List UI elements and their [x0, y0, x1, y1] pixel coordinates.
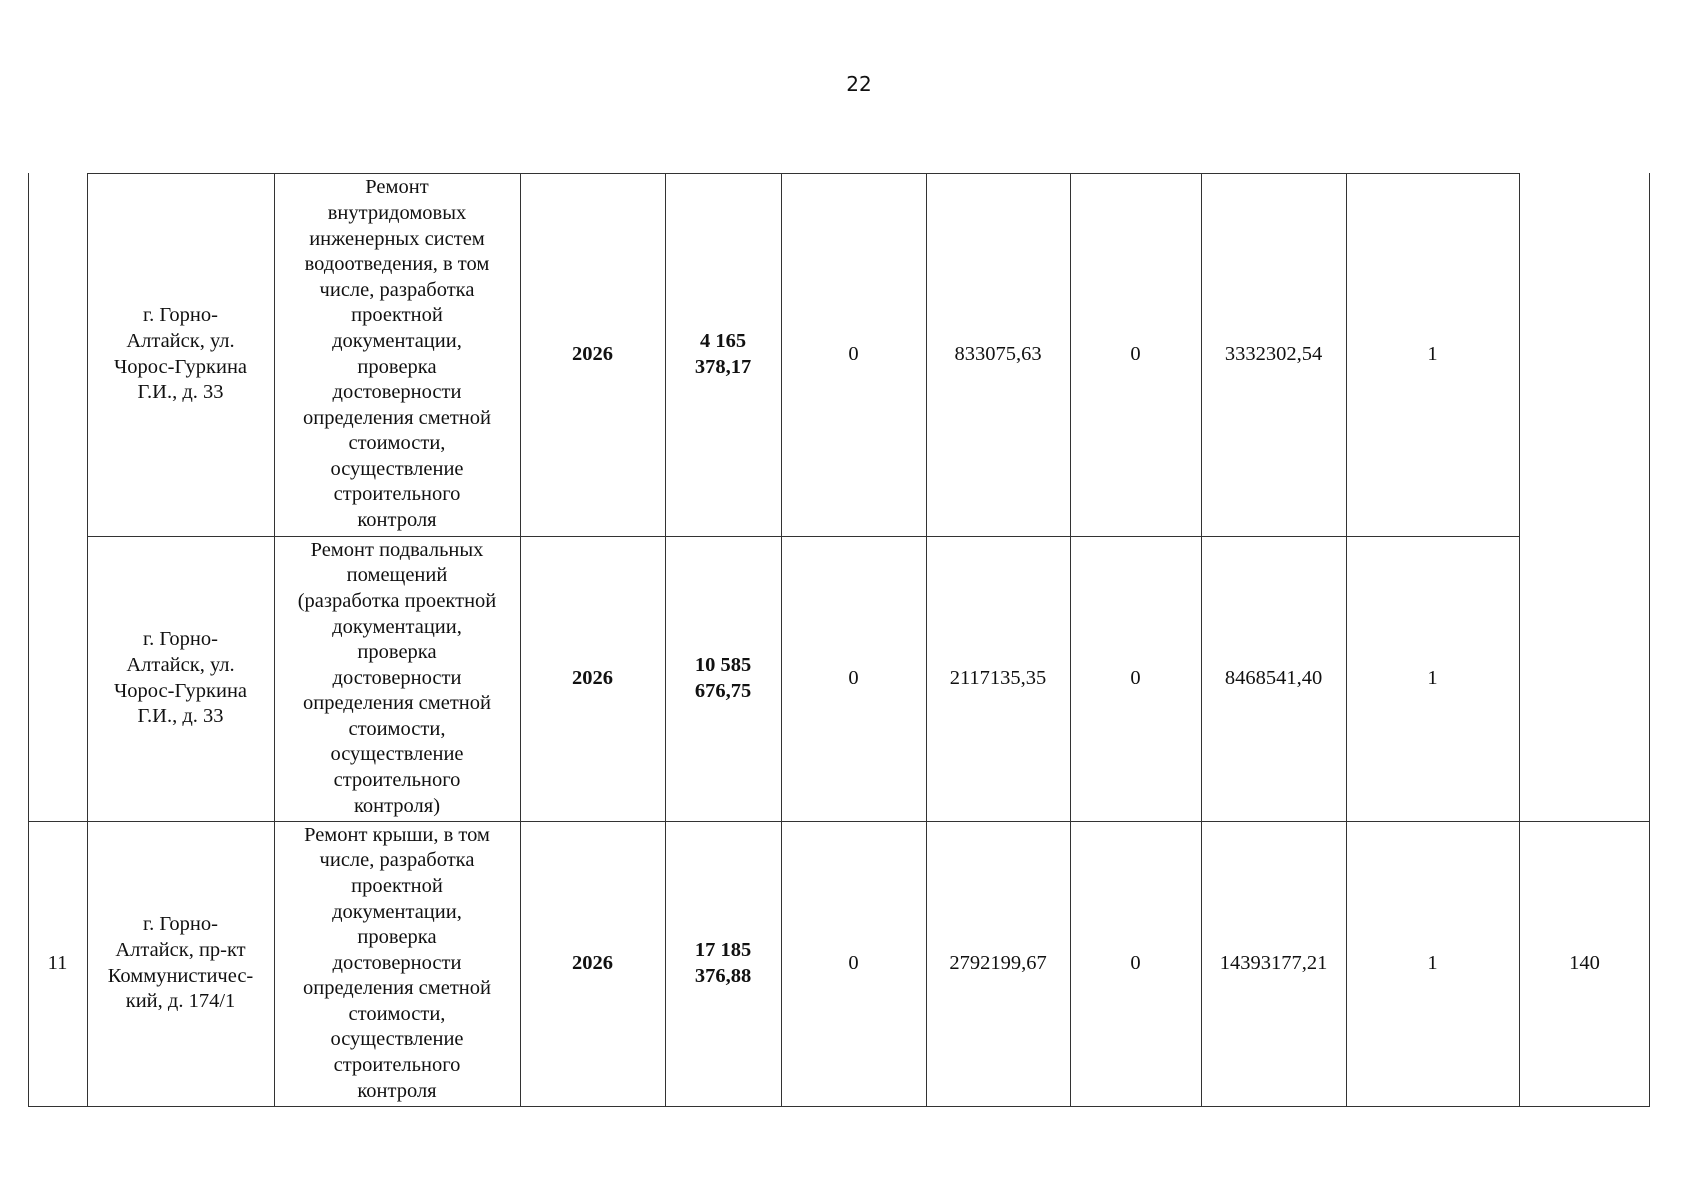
- table-cell: 0: [1130, 342, 1141, 365]
- table-border: [87, 173, 88, 1106]
- table-cell-total: 17 185 376,88: [694, 938, 752, 987]
- table-border: [665, 173, 666, 1106]
- table-border: [1070, 173, 1071, 1106]
- table-cell: 2117135,35: [949, 666, 1047, 689]
- table-cell-total: 4 165 378,17: [694, 329, 752, 378]
- table-cell: 1: [1427, 951, 1438, 974]
- table-border: [781, 173, 782, 1106]
- table-cell: 140: [1569, 951, 1600, 974]
- table-cell: 8468541,40: [1224, 666, 1323, 689]
- table-cell-year: 2026: [572, 666, 613, 689]
- table-cell-work: Ремонт крыши, в том числе, разработка проектной документации, проверка достоверности определения сметной стоимости, осуществление строительного контроля: [303, 823, 491, 1102]
- table-cell: 3332302,54: [1224, 342, 1323, 365]
- table-cell: 0: [848, 342, 859, 365]
- table-cell-address: г. Горно- Алтайск, пр-кт Коммунистичес- кий, д. 174/1: [107, 913, 254, 1013]
- table-border: [87, 536, 1519, 537]
- table-cell: 2792199,67: [949, 951, 1047, 974]
- table-cell: 1: [1427, 666, 1438, 689]
- table-cell: 14393177,21: [1219, 951, 1328, 974]
- table-border: [1649, 173, 1650, 1106]
- table-border: [1519, 173, 1520, 1106]
- table-cell: 1: [1427, 342, 1438, 365]
- table-cell-number: 11: [47, 951, 68, 974]
- table-cell-year: 2026: [572, 951, 613, 974]
- table-border: [1346, 173, 1347, 1106]
- table-cell: 0: [1130, 951, 1141, 974]
- table-cell: 833075,63: [954, 342, 1042, 365]
- table-border: [926, 173, 927, 1106]
- table-cell-total: 10 585 676,75: [694, 653, 752, 702]
- table-cell-address: г. Горно- Алтайск, ул. Чорос-Гуркина Г.И., д. 33: [113, 304, 248, 404]
- table-border: [28, 173, 29, 1106]
- table-border: [28, 821, 1650, 822]
- table-border: [1201, 173, 1202, 1106]
- table-border: [87, 173, 1519, 174]
- table-cell: 0: [1130, 666, 1141, 689]
- page-number: 22: [846, 72, 872, 96]
- table-border: [520, 173, 521, 1106]
- table-border: [28, 1106, 1650, 1107]
- table-border: [274, 173, 275, 1106]
- table-cell-year: 2026: [572, 342, 613, 365]
- table-cell-work: Ремонт внутридомовых инженерных систем водоотведения, в том числе, разработка проектной документации, проверка достоверности определения сметной стоимости, осуществление строительного контроля: [303, 176, 491, 532]
- table-cell-address: г. Горно- Алтайск, ул. Чорос-Гуркина Г.И., д. 33: [113, 628, 248, 728]
- table-cell: 0: [848, 666, 859, 689]
- table-cell-work: Ремонт подвальных помещений (разработка проектной документации, проверка достоверности определения сметной стоимости, осуществление строительного контроля): [297, 538, 497, 817]
- table-cell: 0: [848, 951, 859, 974]
